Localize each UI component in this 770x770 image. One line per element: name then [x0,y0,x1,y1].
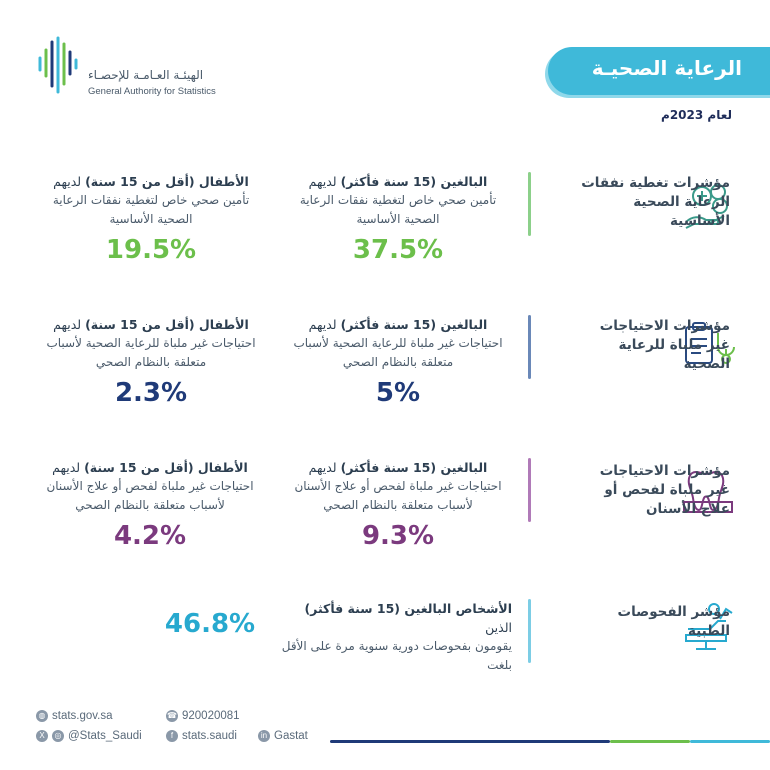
logo-name-english: General Authority for Statistics [88,86,216,97]
stat-children [30,458,270,551]
section-divider [528,315,531,379]
footer-facebook[interactable] [166,730,237,742]
stat-group-suffix: الذين [485,620,512,635]
stat-group-suffix: لديهم [308,460,341,475]
phone-text: 920020081 [182,710,240,722]
section-divider [528,458,531,522]
facebook-text: stats.saudi [182,730,237,742]
globe-icon: ◍ [36,710,48,722]
section-label: مؤشرات تغطية نفقات الرعاية الصحية الأساسية [581,175,730,229]
stat-value: 19.5% [105,235,197,265]
stat-value: 2.3% [114,378,188,408]
stat-group-suffix: لديهم [53,317,86,332]
linkedin-icon: in [258,730,270,742]
stat-group: الأطفال (أقل من 15 سنة) [84,460,248,475]
stat-group-suffix: لديهم [308,174,341,189]
section-coverage [0,160,770,280]
gastat-logo-mark-icon [36,36,80,96]
logo-name-arabic: الهيئـة العـامـة للإحصـاء [88,68,204,82]
stat-adults [292,172,504,265]
footer-x-instagram[interactable] [36,730,142,742]
stat-children [36,172,266,265]
stat-group: الأشخاص البالغين (15 سنة فأكثر) [304,601,512,616]
stat-group-suffix: لديهم [52,460,85,475]
footer-website[interactable] [36,710,113,722]
stat-description: تأمين صحي خاص لتغطية نفقات الرعاية الصحية الأساسية [52,193,250,226]
page-title: الرعاية الصحيـة [591,56,742,80]
decorative-line-cyan [690,740,770,743]
section-unmet-dental [0,450,770,570]
stat-value: 37.5% [352,235,444,265]
page-title-banner [548,47,770,95]
instagram-icon: ◎ [52,730,64,742]
stat-group: الأطفال (أقل من 15 سنة) [85,174,249,189]
section-label: مؤشرات الاحتياجات غير ملباة لفحص أو علاج الأسنان [599,463,730,517]
section-divider [528,172,531,236]
stat-description: احتياجات غير ملباة لفحص أو علاج الأسنان لأسباب متعلقة بالنظام الصحي [46,479,254,512]
stat-value: 46.8% [164,609,256,639]
decorative-line-navy [330,740,610,743]
stat-group: البالغين (15 سنة فأكثر) [340,317,488,332]
section-divider [528,599,531,663]
stat-value: 4.2% [113,521,187,551]
stat-description: تأمين صحي خاص لتغطية نفقات الرعاية الصحية الأساسية [299,193,497,226]
stat-description: احتياجات غير ملباة للرعاية الصحية لأسباب متعلقة بالنظام الصحي [293,336,503,369]
footer-phone[interactable] [166,710,240,722]
report-year: لعام 2023م [661,108,732,122]
phone-icon: ☎ [167,711,177,720]
stat-group: البالغين (15 سنة فأكثر) [340,460,488,475]
section-label: مؤشرات الاحتياجات غير ملباة للرعاية الصحية [599,318,730,372]
footer-contacts [36,710,336,750]
decorative-line-green [610,740,690,743]
stat-group-suffix: لديهم [308,317,341,332]
stat-children [36,315,266,408]
stat-value: 9.3% [361,521,435,551]
stat-all-adults-value-box [150,609,270,639]
stat-all-adults [276,599,512,675]
section-label: مؤشر الفحوصات الطبية [617,604,730,639]
gastat-logo [36,36,236,100]
stat-adults [286,458,510,551]
stat-adults [292,315,504,408]
x-instagram-text: @Stats_Saudi [68,730,142,742]
facebook-icon: f [166,730,178,742]
section-medical-checkups [0,595,770,675]
footer-linkedin[interactable] [258,730,308,742]
stat-group-suffix: لديهم [53,174,86,189]
stat-group: الأطفال (أقل من 15 سنة) [85,317,249,332]
stat-description: احتياجات غير ملباة لفحص أو علاج الأسنان لأسباب متعلقة بالنظام الصحي [294,479,502,512]
x-icon: X [36,730,48,742]
stat-value: 5% [375,378,421,408]
linkedin-text: Gastat [274,730,308,742]
stat-description: يقومون بفحوصات دورية سنوية مرة على الأقل بلغت [281,639,512,672]
stat-description: احتياجات غير ملباة للرعاية الصحية لأسباب متعلقة بالنظام الصحي [46,336,256,369]
website-text: stats.gov.sa [52,710,113,722]
section-unmet-healthcare [0,305,770,425]
stat-group: البالغين (15 سنة فأكثر) [340,174,488,189]
